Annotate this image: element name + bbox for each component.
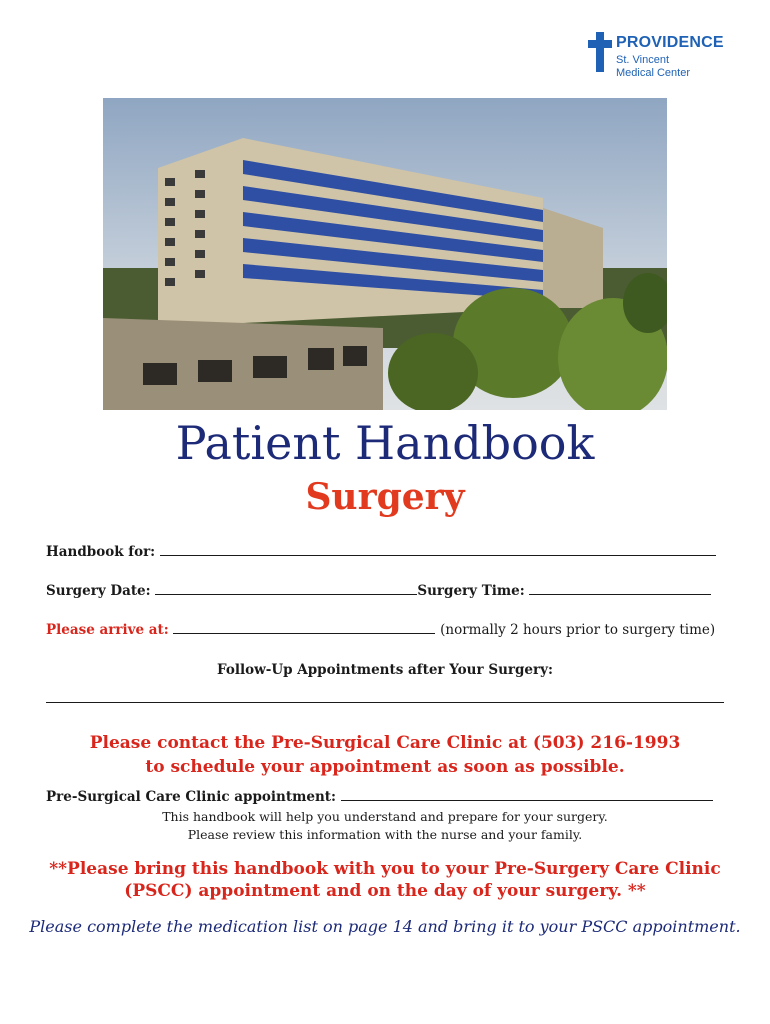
clinic-appointment-blank[interactable] [341, 788, 713, 801]
page-subtitle: Surgery [305, 476, 465, 518]
surgery-date-time-field: Surgery Date: Surgery Time: [46, 582, 711, 599]
logo-subtitle: St. Vincent Medical Center [616, 54, 690, 79]
page-title: Patient Handbook [175, 416, 595, 470]
arrive-at-field: Please arrive at: (normally 2 hours prior to surgery time) [46, 622, 716, 638]
surgery-date-blank[interactable] [155, 582, 417, 595]
medication-list-note: Please complete the medication list on page 14 and bring it to your PSCC appointment. [29, 917, 741, 936]
surgery-time-blank[interactable] [529, 582, 711, 595]
clinic-appointment-field: Pre-Surgical Care Clinic appointment: [46, 788, 713, 805]
followup-heading: Follow-Up Appointments after Your Surgery: [217, 662, 553, 678]
handbook-for-field: Handbook for: [46, 543, 716, 560]
followup-field [46, 690, 724, 707]
logo-brand: PROVIDENCE [616, 34, 724, 51]
handbook-note: This handbook will help you understand and prepare for your surgery. Please review this information with the nurse and your family. [162, 809, 608, 842]
hospital-photo [103, 98, 667, 410]
arrive-at-blank[interactable] [173, 621, 435, 634]
providence-logo [588, 32, 738, 82]
bring-handbook-notice: **Please bring this handbook with you to your Pre-Surgery Care Clinic (PSCC) appointment and on the day of your surgery. ** [49, 859, 721, 901]
handbook-for-blank[interactable] [160, 543, 716, 556]
contact-notice: Please contact the Pre-Surgical Care Clinic at (503) 216-1993 to schedule your appointment as soon as possible. [89, 733, 681, 777]
followup-blank[interactable] [46, 690, 724, 703]
cross-icon [596, 32, 604, 72]
